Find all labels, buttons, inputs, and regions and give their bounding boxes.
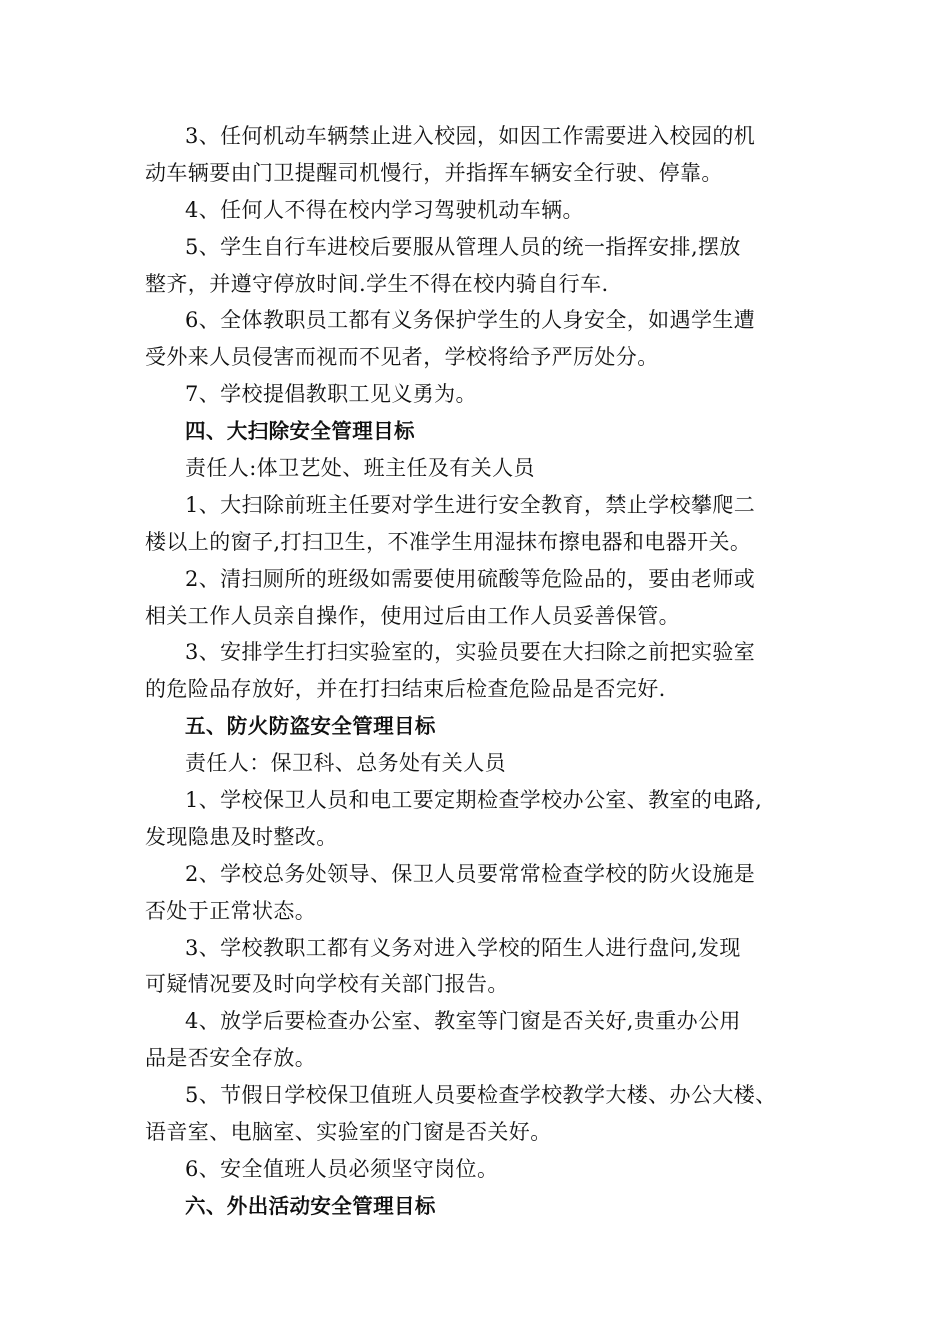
document-body bbox=[145, 118, 825, 1225]
paragraph-line: 4、放学后要检查办公室、教室等门窗是否关好,贵重办公用 bbox=[185, 1009, 741, 1034]
paragraph-line: 语音室、电脑室、实验室的门窗是否关好。 bbox=[145, 1120, 552, 1145]
paragraph-line: 7、学校提倡教职工见义勇为。 bbox=[185, 382, 477, 407]
paragraph-line: 整齐，并遵守停放时间.学生不得在校内骑自行车. bbox=[145, 271, 609, 296]
paragraph-line: 否处于正常状态。 bbox=[145, 898, 317, 923]
section-heading: 六、外出活动安全管理目标 bbox=[185, 1193, 436, 1218]
paragraph-line: 1、大扫除前班主任要对学生进行安全教育，禁止学校攀爬二 bbox=[185, 492, 756, 517]
paragraph-line: 责任人：保卫科、总务处有关人员 bbox=[185, 751, 506, 776]
section-heading: 四、大扫除安全管理目标 bbox=[185, 419, 415, 444]
paragraph-line: 的危险品存放好，并在打扫结束后检查危险品是否完好. bbox=[145, 677, 666, 702]
paragraph-line: 6、安全值班人员必须坚守岗位。 bbox=[185, 1156, 499, 1181]
paragraph-line: 楼以上的窗子,打扫卫生，不准学生用湿抹布擦电器和电器开关。 bbox=[145, 529, 752, 554]
paragraph-line: 2、学校总务处领导、保卫人员要常常检查学校的防火设施是 bbox=[185, 861, 756, 886]
paragraph-line: 受外来人员侵害而视而不见者，学校将给予严厉处分。 bbox=[145, 345, 659, 370]
paragraph-line: 3、任何机动车辆禁止进入校园，如因工作需要进入校园的机 bbox=[185, 124, 756, 148]
paragraph-line: 动车辆要由门卫提醒司机慢行，并指挥车辆安全行驶、停靠。 bbox=[145, 160, 723, 185]
paragraph-line: 责任人:体卫艺处、班主任及有关人员 bbox=[185, 456, 535, 481]
paragraph-line: 3、学校教职工都有义务对进入学校的陌生人进行盘问,发现 bbox=[185, 935, 741, 960]
paragraph-line: 3、安排学生打扫实验室的，实验员要在大扫除之前把实验室 bbox=[185, 640, 756, 665]
paragraph-line: 4、任何人不得在校内学习驾驶机动车辆。 bbox=[185, 197, 584, 222]
section-heading: 五、防火防盗安全管理目标 bbox=[185, 714, 436, 739]
paragraph-line: 可疑情况要及时向学校有关部门报告。 bbox=[145, 972, 509, 997]
paragraph-line: 1、学校保卫人员和电工要定期检查学校办公室、教室的电路, bbox=[185, 788, 763, 813]
paragraph-line: 5、节假日学校保卫值班人员要检查学校教学大楼、办公大楼、 bbox=[185, 1083, 777, 1108]
paragraph-line: 相关工作人员亲自操作，使用过后由工作人员妥善保管。 bbox=[145, 603, 680, 628]
paragraph-line: 品是否安全存放。 bbox=[145, 1046, 317, 1071]
paragraph-line: 6、全体教职员工都有义务保护学生的人身安全，如遇学生遭 bbox=[185, 308, 756, 333]
paragraph-line: 5、学生自行车进校后要服从管理人员的统一指挥安排,摆放 bbox=[185, 234, 741, 259]
paragraph-line: 发现隐患及时整改。 bbox=[145, 824, 338, 849]
paragraph-line: 2、清扫厕所的班级如需要使用硫酸等危险品的，要由老师或 bbox=[185, 566, 756, 591]
